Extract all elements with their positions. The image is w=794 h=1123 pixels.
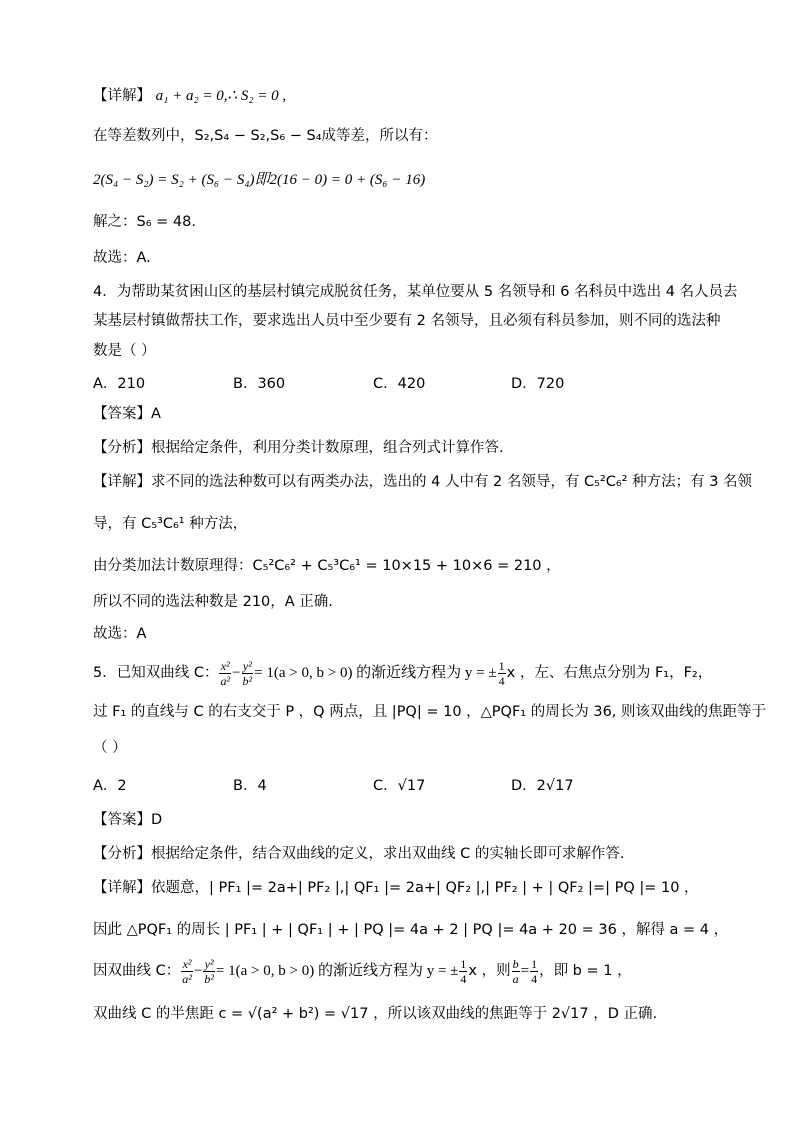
q5-option-d: D．2√17 [511, 778, 574, 794]
fraction-x2-a2 [181, 957, 193, 986]
detail-line-1 [93, 86, 286, 106]
q4-option-b: B．360 [233, 376, 286, 392]
q5-lead: 5．已知双曲线 C： [93, 665, 219, 681]
q4-option-c: C．420 [373, 376, 426, 392]
fraction-y2-b2 [203, 957, 215, 986]
denominator: a² [182, 971, 192, 986]
detail-tag: 【详解】 [93, 880, 151, 896]
question-4-line-3: 数是（ ） [93, 343, 156, 359]
q5-detail-3: 因双曲线 C： $\frac{\text{x²}}{\text{a²}}$ − $\frac{\text{y²}}{\text{b²}}$ = 1(a > 0, b > 0) 的渐近线方程为 y = ± $\frac{1}{4}$ x ，则 $\frac{b}{a}$ = $\frac{1}{4}$ ，即 b = 1 ， [93, 956, 632, 986]
detail-equals: = [520, 963, 530, 979]
detail-line-2: 在等差数列中，S₂,S₄ − S₂,S₆ − S₄成等差，所以有： [93, 128, 438, 144]
denominator: b² [204, 971, 214, 986]
choice-line: 故选：A. [93, 250, 151, 266]
denominator: a [512, 971, 519, 986]
q4-detail-3: 由分类加法计数原理得：C₅²C₆² + C₅³C₆¹ = 10×15 + 10×6 = 210 ， [93, 558, 561, 574]
detail-mid: x ，则 [468, 963, 511, 979]
q4-option-a: A．210 [93, 376, 146, 392]
numerator: y² [242, 658, 252, 673]
detail-tail: ，即 b = 1 ， [539, 963, 632, 979]
detail-tag: 【详解】 [93, 88, 151, 104]
equation: a₁ + a₂ = 0,∴ S₂ = 0 , [155, 88, 287, 104]
detail-lead: 因双曲线 C： [93, 963, 181, 979]
q4-answer [93, 404, 161, 424]
question-5-line-2: 过 F₁ 的直线与 C 的右支交于 P ，Q 两点，且 |PQ| = 10 ，△PQF₁ 的周长为 36, 则该双曲线的焦距等于 [93, 704, 767, 720]
question-5-line-1: 5．已知双曲线 C： $\frac{\text{x²}}{\text{a²}}$ − $\frac{\text{y²}}{\text{b²}}$ = 1(a > 0, b > 0) 的渐近线方程为 y = ± $\frac{1}{4}$ x ，左、右焦点分别为 F₁，F₂， [93, 658, 713, 688]
fraction-y2-b2 [242, 659, 254, 688]
answer-tag: 【答案】 [93, 812, 151, 828]
q5-answer [93, 810, 162, 830]
q4-option-d: D．720 [511, 376, 565, 392]
q5-detail-4: 双曲线 C 的半焦距 c = √(a² + b²) = √17 ，所以该双曲线的焦距等于 2√17 ，D 正确. [93, 1006, 658, 1022]
denominator: 4 [531, 971, 538, 986]
numerator: 1 [460, 956, 467, 971]
detail-text: 依题意，| PF₁ |= 2a+| PF₂ |,| QF₁ |= 2a+| QF₂ |,| PF₂ | + | QF₂ |=| PQ |= 10 ， [151, 880, 699, 896]
denominator: b² [242, 673, 253, 688]
q5-option-c: C．√17 [373, 778, 426, 794]
answer-value: A [151, 406, 161, 422]
numerator: 1 [498, 658, 505, 673]
fraction-x2-a2 [219, 659, 231, 688]
denominator: 4 [460, 971, 467, 986]
q5-detail-2: 因此 △PQF₁ 的周长 | PF₁ | + | QF₁ | + | PQ |= 4a + 2 | PQ |= 4a + 20 = 36 ，解得 a = 4 ， [93, 922, 729, 938]
numerator: y² [204, 956, 214, 971]
detail-eq: = 1(a > 0, b > 0) 的渐近线方程为 y = ± [215, 963, 459, 979]
q5-tail: x ，左、右焦点分别为 F₁，F₂， [506, 665, 713, 681]
numerator: b [512, 956, 519, 971]
fraction-1-4 [530, 957, 538, 986]
q4-detail-4: 所以不同的选法种数是 210，A 正确. [93, 594, 333, 610]
q4-analysis [93, 438, 504, 458]
fraction-1-4 [459, 957, 467, 986]
q5-eq: = 1(a > 0, b > 0) 的渐近线方程为 y = ± [254, 665, 497, 681]
answer-value: D [151, 812, 163, 828]
denominator: a² [220, 673, 231, 688]
analysis-text: 根据给定条件，利用分类计数原理，组合列式计算作答. [151, 440, 504, 456]
q5-option-b: B．4 [233, 778, 267, 794]
detail-tag: 【详解】 [93, 474, 151, 490]
analysis-tag: 【分析】 [93, 440, 151, 456]
detail-line-3: 2(S₄ − S₂) = S₂ + (S₆ − S₄)即2(16 − 0) = 0 + (S₆ − 16) [93, 172, 426, 188]
q4-detail-2: 导，有 C₅³C₆¹ 种方法， [93, 516, 248, 532]
analysis-text: 根据给定条件，结合双曲线的定义，求出双曲线 C 的实轴长即可求解作答. [151, 846, 625, 862]
numerator: x² [220, 658, 230, 673]
question-5-line-3: （ ） [93, 740, 127, 756]
q5-detail-1 [93, 878, 699, 898]
denominator: 4 [498, 673, 505, 688]
q5-option-a: A．2 [93, 778, 127, 794]
q5-analysis [93, 844, 624, 864]
question-4-line-2: 某基层村镇做帮扶工作，要求选出人员中至少要有 2 名领导，且必须有科员参加，则不同的选法种 [93, 313, 721, 329]
question-4-line-1: 4．为帮助某贫困山区的基层村镇完成脱贫任务，某单位要从 5 名领导和 6 名科员中选出 4 名人员去 [93, 284, 738, 300]
q4-choice: 故选：A [93, 626, 147, 642]
analysis-tag: 【分析】 [93, 846, 151, 862]
fraction-b-a [512, 957, 520, 986]
q4-detail-1 [93, 472, 752, 492]
detail-text: 求不同的选法种数可以有两类办法，选出的 4 人中有 2 名领导，有 C₅²C₆² 种方法；有 3 名领 [151, 474, 753, 490]
answer-tag: 【答案】 [93, 406, 151, 422]
detail-line-4: 解之：S₆ = 48. [93, 214, 196, 230]
fraction-1-4 [498, 659, 506, 688]
numerator: x² [182, 956, 192, 971]
numerator: 1 [531, 956, 538, 971]
